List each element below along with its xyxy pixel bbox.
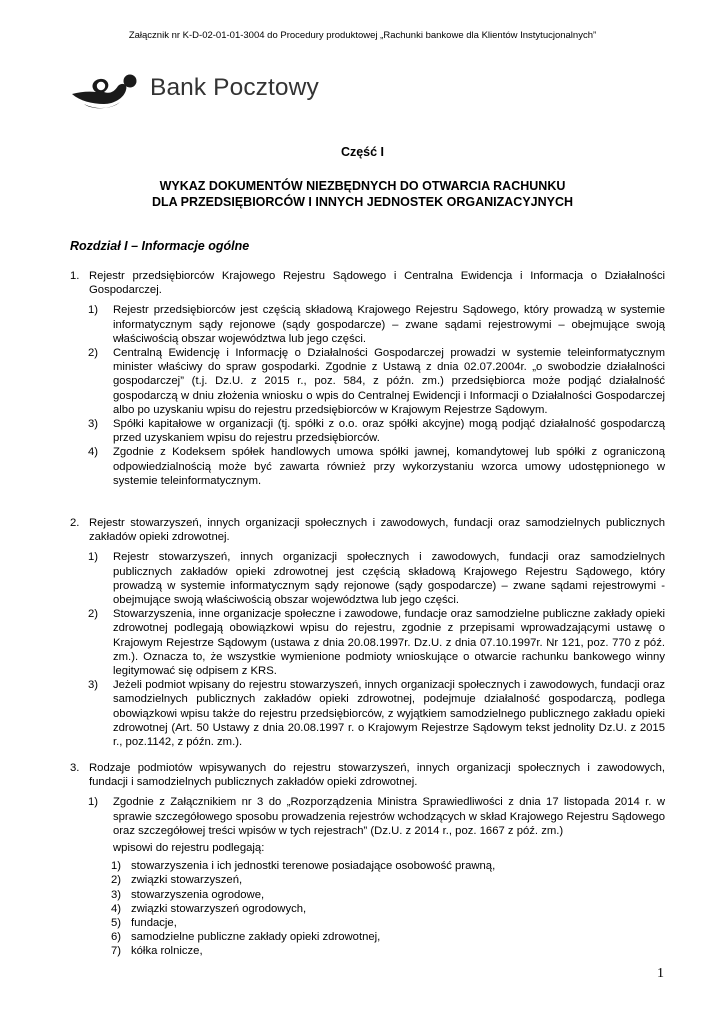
item-number: 3) xyxy=(111,888,122,901)
item-text: związki stowarzyszeń ogrodowych, xyxy=(131,902,307,915)
section-text: Rejestr stowarzyszeń, innych organizacji społecznych i zawodowych, fundacji oraz samodzielnych publicznych zakładów opieki zdrowotnej. xyxy=(89,517,665,544)
section-items xyxy=(70,550,665,749)
entity-list xyxy=(70,859,665,958)
title-line: DLA PRZEDSIĘBIORCÓW I INNYCH JEDNOSTEK ORGANIZACYJNYCH xyxy=(151,195,574,209)
section-number: 3. xyxy=(70,762,80,774)
item-text: stowarzyszenia ogrodowe, xyxy=(131,888,265,901)
list-intro: wpisowi do rejestru podlegają: xyxy=(113,842,265,855)
list-item xyxy=(70,859,665,873)
list-item xyxy=(70,607,665,678)
page-number: 1 xyxy=(657,966,664,981)
list-item xyxy=(70,902,665,916)
item-text: Centralną Ewidencję i Informację o Działalności Gospodarczej prowadzi w systemie teleinformatycznym minister właściwy do spraw gospodarki. Zgodnie z Ustawą z dnia 02.07.2004r. „o swobodzie działalności gospodarczej” (t.j. Dz.U. z 2015 r., poz. 584, z późn. zm.) przedsiębiorca może podjąć działalność gospodarczą w dniu złożenia wniosku o wpis do Centralnej Ewidencji i Informacji o Działalności Gospodarczej albo po uzyskaniu wpisu do rejestru przedsiębiorców w Krajowym Rejestrze Sądowym. xyxy=(113,347,665,416)
section-text: Rejestr przedsiębiorców Krajowego Rejestru Sądowego i Centralna Ewidencja i Informacja o Działalności Gospodarczej. xyxy=(89,270,665,297)
item-text: stowarzyszenia i ich jednostki terenowe posiadające osobowość prawną, xyxy=(131,860,496,873)
list-item xyxy=(70,795,665,838)
item-text: Rejestr przedsiębiorców jest częścią składową Krajowego Rejestru Sądowego, który prowadzą w systemie informatycznym sądy rejonowe (sądy gospodarcze) – zwane sądami rejestrowymi – obejmujące swoją właściwością obszar województwa lub jego części. xyxy=(113,304,665,345)
item-text: fundacje, xyxy=(131,917,177,930)
section-1 xyxy=(70,269,665,488)
list-item xyxy=(70,303,665,346)
section-items xyxy=(70,303,665,488)
list-item xyxy=(70,445,665,488)
item-number: 5) xyxy=(111,917,122,930)
item-number: 1) xyxy=(88,796,99,809)
item-number: 1) xyxy=(88,304,99,317)
list-item xyxy=(70,944,665,958)
item-text: Jeżeli podmiot wpisany do rejestru stowarzyszeń, innych organizacji społecznych i zawodowych, fundacji oraz samodzielnych publicznych zakładów opieki zdrowotnej, podejmuje działalność gospodarczą, podlega obowiązkowi wpisu także do rejestru przedsiębiorców, z wyjątkiem samodzielnego publicznego zakładu opieki zdrowotnej (Art. 50 Ustawy z dnia 20.08.1997 r. o Krajowym Rejestrze Sądowym tekst jednolity Dz.U. z 2015 r., poz.1142, z późn. zm.). xyxy=(113,679,665,749)
list-item xyxy=(70,916,665,930)
section-items xyxy=(70,795,665,838)
item-number: 2) xyxy=(88,608,99,621)
section-3 xyxy=(70,761,665,959)
section-2 xyxy=(70,516,665,749)
list-item xyxy=(70,678,665,749)
list-item xyxy=(70,346,665,417)
item-number: 6) xyxy=(111,931,122,944)
item-text: związki stowarzyszeń, xyxy=(131,874,243,887)
item-text: samodzielne publiczne zakłady opieki zdrowotnej, xyxy=(131,931,381,944)
item-text: Spółki kapitałowe w organizacji (tj. spółki z o.o. oraz spółki akcyjne) mogą podjąć działalność gospodarczą przed uzyskaniem wpisu do rejestru przedsiębiorców. xyxy=(113,418,665,445)
document-title xyxy=(0,178,725,210)
section-text: Rodzaje podmiotów wpisywanych do rejestru stowarzyszeń, innych organizacji społecznych i zawodowych, fundacji i samodzielnych publicznych zakładów opieki zdrowotnej. xyxy=(89,762,665,789)
item-text: Zgodnie z Załącznikiem nr 3 do „Rozporządzenia Ministra Sprawiedliwości z dnia 17 listopada 2014 r. w sprawie szczegółowego sposobu prowadzenia rejestrów wchodzących w skład Krajowego Rejestru Sądowego oraz szczegółowej treści wpisów w tych rejestrach” (Dz.U. z 2014 r., poz. 1667 z póź. zm.) xyxy=(113,796,665,837)
item-number: 7) xyxy=(111,945,122,958)
item-number: 4) xyxy=(88,446,99,459)
bank-name: Bank Pocztowy xyxy=(150,74,319,101)
item-number: 3) xyxy=(88,679,99,692)
list-item xyxy=(70,930,665,944)
list-item xyxy=(70,888,665,902)
section-number: 1. xyxy=(70,270,80,282)
item-number: 3) xyxy=(88,418,99,431)
item-number: 1) xyxy=(88,551,99,564)
title-line: WYKAZ DOKUMENTÓW NIEZBĘDNYCH DO OTWARCIA RACHUNKU xyxy=(159,179,566,193)
part-heading: Część I xyxy=(340,145,385,159)
section-number: 2. xyxy=(70,517,80,529)
bank-logo xyxy=(70,70,340,116)
bank-logo-icon xyxy=(70,72,142,112)
page-header: Załącznik nr K-D-02-01-01-3004 do Procedury produktowej „Rachunki bankowe dla Klientów Instytucjonalnych” xyxy=(128,30,597,41)
item-text: Stowarzyszenia, inne organizacje społeczne i zawodowe, fundacje oraz samodzielne publiczne zakłady opieki zdrowotnej podlegają obowiązkowi wpisu do rejestru, zgodnie z przepisami wprowadzającymi ustawę o Krajowym Rejestrze Sądowym (ustawa z dnia 20.08.1997r. Dz.U. z dnia 07.10.1997r. Nr 121, poz. 770 z póź. zm.). Oznacza to, że wszystkie wymienione podmioty wnioskujące o otwarcie rachunku bankowego winny legitymować się odpisem z KRS. xyxy=(113,608,665,678)
item-text: kółka rolnicze, xyxy=(131,945,203,958)
item-number: 2) xyxy=(88,347,99,360)
item-text: Rejestr stowarzyszeń, innych organizacji społecznych i zawodowych, fundacji oraz samodzielnych publicznych zakładów opieki zdrowotnej jest częścią składową Krajowego Rejestru Sądowego, który prowadzą w systemie informatycznym sądy rejonowe (sądy gospodarcze) – zwane sądami rejestrowymi - obejmujące swoją właściwością obszar województwa lub jego części. xyxy=(113,551,665,607)
list-item xyxy=(70,873,665,887)
list-item xyxy=(70,550,665,607)
item-text: Zgodnie z Kodeksem spółek handlowych umowa spółki jawnej, komandytowej lub spółki z ograniczoną odpowiedzialnością może być zawarta również przy wykorzystaniu wzorca umowy udostępnionego w systemie teleinformatycznym. xyxy=(113,446,665,487)
chapter-heading: Rozdział I – Informacje ogólne xyxy=(70,239,250,253)
item-number: 1) xyxy=(111,860,122,873)
item-number: 4) xyxy=(111,902,122,915)
list-item xyxy=(70,417,665,445)
item-number: 2) xyxy=(111,874,122,887)
